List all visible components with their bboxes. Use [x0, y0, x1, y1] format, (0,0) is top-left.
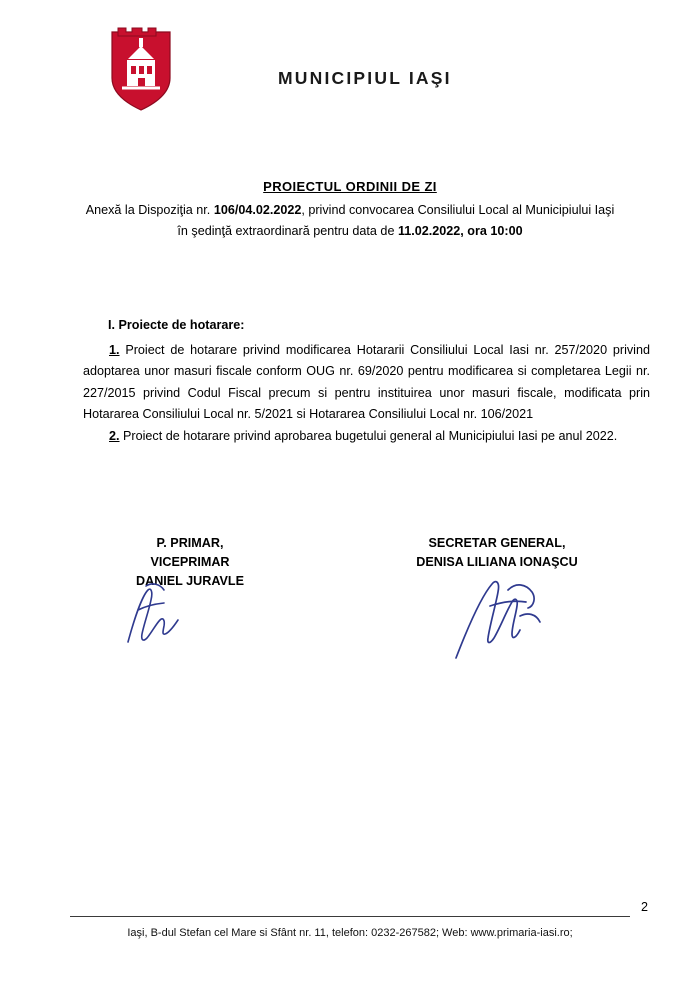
- section-heading: I. Proiecte de hotarare:: [108, 318, 245, 332]
- footer-divider: [70, 916, 630, 917]
- signature-block-right: [372, 534, 622, 572]
- signature-left-line2: VICEPRIMAR: [150, 555, 230, 569]
- item-text: Proiect de hotarare privind aprobarea bugetului general al Municipiului Iasi pe anul 2022.: [119, 428, 618, 443]
- page-title: [0, 179, 700, 194]
- handwritten-signature-right-icon: [450, 572, 560, 667]
- signature-left-line3: DANIEL JURAVLE: [136, 574, 244, 588]
- subtitle-prefix-1: Anexă la Dispoziţia nr.: [85, 203, 214, 217]
- coat-of-arms-icon: [108, 26, 174, 112]
- list-item: [83, 340, 650, 426]
- item-number: 1.: [109, 343, 120, 357]
- subtitle-suffix-1: , privind convocarea Consiliului Local al: [301, 203, 522, 217]
- footer-text: Iaşi, B-dul Stefan cel Mare si Sfânt nr. 11, telefon: 0232-267582; Web: www.primaria-iasi.ro;: [127, 927, 573, 939]
- handwritten-signature-left-icon: [120, 580, 220, 660]
- dispozitie-number: 106/04.02.2022: [213, 203, 302, 217]
- page-title-text: PROIECTUL ORDINII DE ZI: [263, 179, 437, 194]
- document-subtitle: [83, 200, 617, 242]
- header-title: MUNICIPIUL IAŞI: [278, 68, 452, 88]
- document-header: [0, 26, 700, 116]
- list-item: [83, 426, 650, 447]
- item-number: 2.: [109, 428, 120, 443]
- page-number: 2: [640, 900, 648, 914]
- item-text: Proiect de hotarare privind modificarea Hotararii Consiliului Local Iasi nr. 257/2020 privind adoptarea unor masuri fiscale conform OUG nr. 69/2020 pentru modificarea si completarea Legii nr. 227/2015 privind Codul Fiscal precum si pentru instituirea unor masuri fiscale, modificata prin Hotararea Consiliului Local nr. 5/2021 si Hotararea Consiliului Local nr. 106/2021: [83, 343, 650, 422]
- subtitle-prefix-2: Municipiului Iaşi în şedinţă extraordinară pentru data de: [177, 203, 615, 238]
- document-body: [83, 340, 650, 447]
- signature-block-left: [70, 534, 310, 591]
- signature-right-line1: SECRETAR GENERAL,: [428, 536, 566, 550]
- meeting-datetime: 11.02.2022, ora 10:00: [397, 224, 523, 238]
- signature-right-line2: DENISA LILIANA IONAŞCU: [416, 555, 578, 569]
- signature-left-line1: P. PRIMAR,: [156, 536, 224, 550]
